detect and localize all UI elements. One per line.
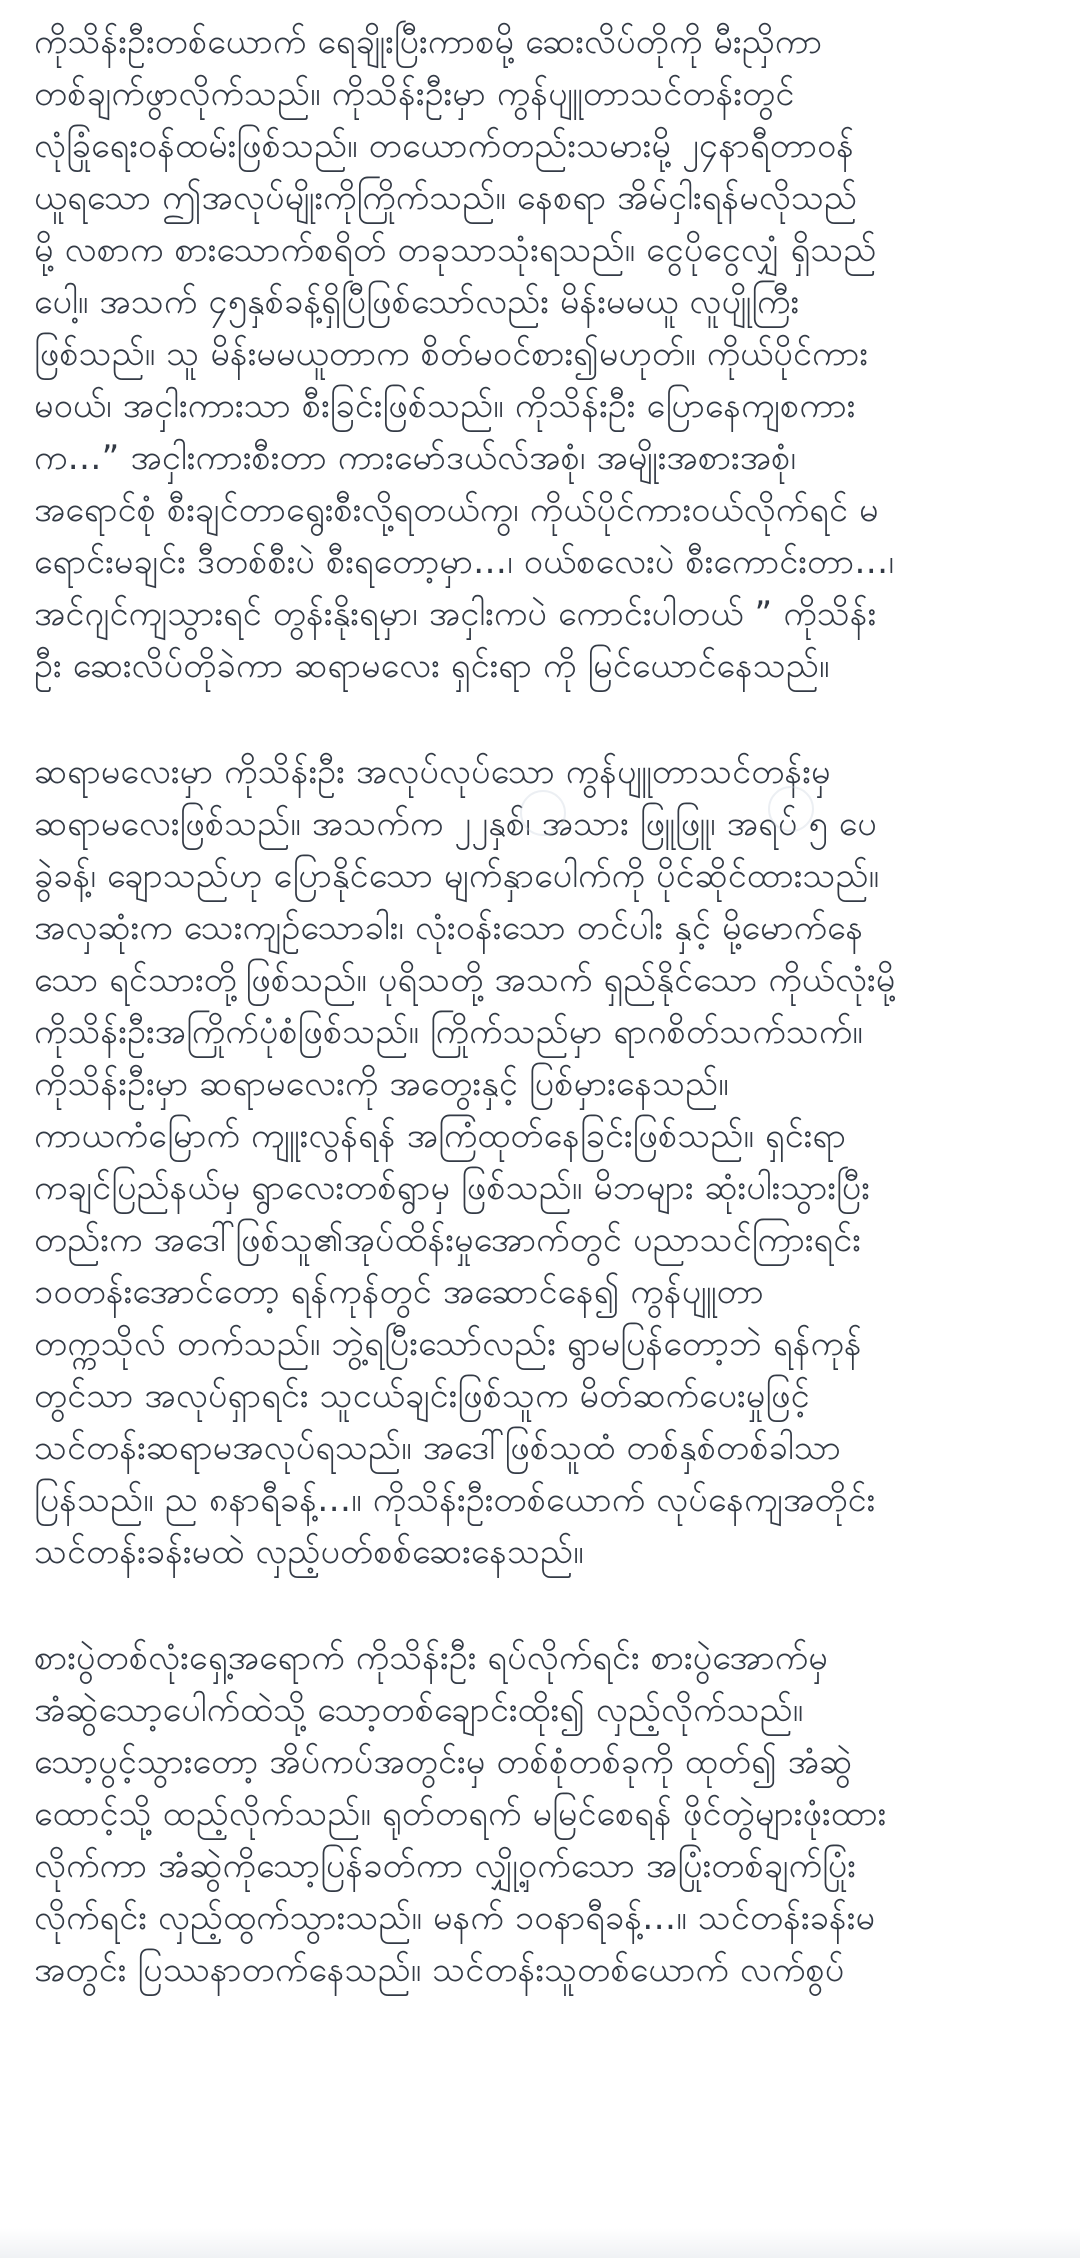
text-line: တည်းက အဒေါ်ဖြစ်သူ၏အုပ်ထိန်းမှုအောက်တွင် ပညာသင်ကြားရင်း: [34, 1220, 861, 1260]
text-line: လိုက်ရင်း လှည့်ထွက်သွားသည်။ မနက် ၁၀နာရီခန့်…။ သင်တန်းခန်းမ: [34, 1898, 876, 1938]
text-line: မို့ လစာက စားသောက်စရိတ် တခုသာသုံးရသည်။ ငွေပိုငွေလျှံ ရှိသည်: [34, 230, 877, 270]
text-line: လုံခြုံရေးဝန်ထမ်းဖြစ်သည်။ တယောက်တည်းသမားမို့ ၂၄နာရီတာဝန်: [34, 126, 855, 166]
text-line: အင်ဂျင်ကျသွားရင် တွန်းနိုးရမှာ၊ အငှါးကပဲ ကောင်းပါတယ် ” ကိုသိန်း: [34, 594, 877, 634]
text-line: တစ်ချက်ဖွာလိုက်သည်။ ကိုသိန်းဦးမှာ ကွန်ပျူတာသင်တန်းတွင်: [34, 74, 795, 114]
text-line: ပေါ့။ အသက် ၄၅နှစ်ခန့်ရှိပြီဖြစ်သော်လည်း မိန်းမမယူ လူပျိုကြီး: [34, 282, 800, 322]
text-line: ဆရာမလေးမှာ ကိုသိန်းဦး အလုပ်လုပ်သော ကွန်ပျူတာသင်တန်းမှ: [34, 752, 831, 792]
text-line: ကိုသိန်းဦးမှာ ဆရာမလေးကို အတွေးနှင့် ပြစ်မှားနေသည်။: [34, 1064, 729, 1104]
text-line: ဖြစ်သည်။ သူ မိန်းမမယူတာက စိတ်မဝင်စား၍မဟုတ်။ ကိုယ်ပိုင်ကား: [34, 334, 869, 374]
text-line: ထောင့်သို့ ထည့်လိုက်သည်။ ရုတ်တရက် မမြင်စေရန် ဖိုင်တွဲများဖုံးထား: [34, 1794, 887, 1834]
text-line: ကိုသိန်းဦးအကြိုက်ပုံစံဖြစ်သည်။ ကြိုက်သည်မှာ ရာဂစိတ်သက်သက်။: [34, 1012, 863, 1052]
text-line: တက္ကသိုလ် တက်သည်။ ဘွဲ့ရပြီးသော်လည်း ရွာမပြန်တော့ဘဲ ရန်ကုန်: [34, 1324, 862, 1364]
paragraph-1: [34, 16, 1054, 692]
text-line: မဝယ်၊ အငှါးကားသာ စီးခြင်းဖြစ်သည်။ ကိုသိန်းဦး ပြောနေကျစကား: [34, 386, 856, 426]
text-line: အရောင်စုံ စီးချင်တာရွေးစီးလို့ရတယ်ကွ၊ ကိုယ်ပိုင်ကားဝယ်လိုက်ရင် မ: [34, 490, 879, 530]
text-line: လိုက်ကာ အံဆွဲကိုသော့ပြန်ခတ်ကာ လျှို့ဝှက်သော အပြုံးတစ်ချက်ပြုံး: [34, 1846, 857, 1886]
text-line: ဦး ဆေးလိပ်တိုခဲကာ ဆရာမလေး ရှင်းရာ ကို မြင်ယောင်နေသည်။: [34, 646, 830, 686]
text-line: အတွင်း ပြဿနာတက်နေသည်။ သင်တန်းသူတစ်ယောက် လက်စွပ်: [34, 1950, 845, 1990]
bottom-edge-shadow: [0, 2228, 1080, 2258]
text-line: ကချင်ပြည်နယ်မှ ရွာလေးတစ်ရွာမှ ဖြစ်သည်။ မိဘများ ဆုံးပါးသွားပြီး: [34, 1168, 870, 1208]
paragraph-3: [34, 1632, 1054, 1996]
text-line: ယူရသော ဤအလုပ်မျိုးကိုကြိုက်သည်။ နေစရာ အိမ်ငှါးရန်မလိုသည်: [34, 178, 858, 218]
text-line: ကာယကံမြောက် ကျူးလွန်ရန် အကြံထုတ်နေခြင်းဖြစ်သည်။ ရှင်းရာ: [34, 1116, 847, 1156]
paragraph-2: [34, 746, 1054, 1578]
text-line: စားပွဲတစ်လုံးရှေ့အရောက် ကိုသိန်းဦး ရပ်လိုက်ရင်း စားပွဲအောက်မှ: [34, 1638, 828, 1678]
text-line: ၁၀တန်းအောင်တော့ ရန်ကုန်တွင် အဆောင်နေ၍ ကွန်ပျူတာ: [34, 1272, 764, 1312]
story-text: [34, 16, 1054, 1996]
text-line: သင်တန်းဆရာမအလုပ်ရသည်။ အဒေါ်ဖြစ်သူထံ တစ်နှစ်တစ်ခါသာ: [34, 1428, 841, 1468]
text-line: အလှဆုံးက သေးကျဉ်သောခါး၊ လုံးဝန်းသော တင်ပါး နှင့် မို့မောက်နေ: [34, 908, 864, 948]
text-line: အံဆွဲသော့ပေါက်ထဲသို့ သော့တစ်ချောင်းထိုး၍ လှည့်လိုက်သည်။: [34, 1690, 804, 1730]
text-line: တွင်သာ အလုပ်ရှာရင်း သူငယ်ချင်းဖြစ်သူက မိတ်ဆက်ပေးမှုဖြင့်: [34, 1376, 810, 1416]
text-line: သော့ပွင့်သွားတော့ အိပ်ကပ်အတွင်းမှ တစ်စုံတစ်ခုကို ထုတ်၍ အံဆွဲ: [34, 1742, 853, 1782]
text-line: ပြန်သည်။ ည ၈နာရီခန့်…။ ကိုသိန်းဦးတစ်ယောက် လုပ်နေကျအတိုင်း: [34, 1480, 876, 1520]
page-turn-left-zone[interactable]: [520, 790, 566, 836]
text-line: က…” အငှါးကားစီးတာ ကားမော်ဒယ်လ်အစုံ၊ အမျိုးအစားအစုံ၊: [34, 438, 797, 478]
text-line: ဆရာမလေးဖြစ်သည်။ အသက်က ၂၂နှစ်၊ အသား ဖြူဖြူ၊ အရပ် ၅ ပေ: [34, 804, 877, 844]
page-turn-right-zone[interactable]: [768, 786, 814, 832]
text-line: သော ရင်သားတို့ဖြစ်သည်။ ပုရိသတို့ အသက် ရှည်နိုင်သော ကိုယ်လုံးမို့: [34, 960, 896, 1000]
text-line: ခွဲခန့်၊ ချောသည်ဟု ပြောနိုင်သော မျက်နှာပေါက်ကို ပိုင်ဆိုင်ထားသည်။: [34, 856, 880, 896]
text-line: ကိုသိန်းဦးတစ်ယောက် ရေချိုးပြီးကာစမို့ ဆေးလိပ်တိုကို မီးညှိကာ: [34, 22, 823, 62]
text-line: ရောင်းမချင်း ဒီတစ်စီးပဲ စီးရတော့မှာ…၊ ဝယ်စလေးပဲ စီးကောင်းတာ…၊: [34, 542, 895, 582]
text-line: သင်တန်းခန်းမထဲ လှည့်ပတ်စစ်ဆေးနေသည်။: [34, 1532, 584, 1572]
